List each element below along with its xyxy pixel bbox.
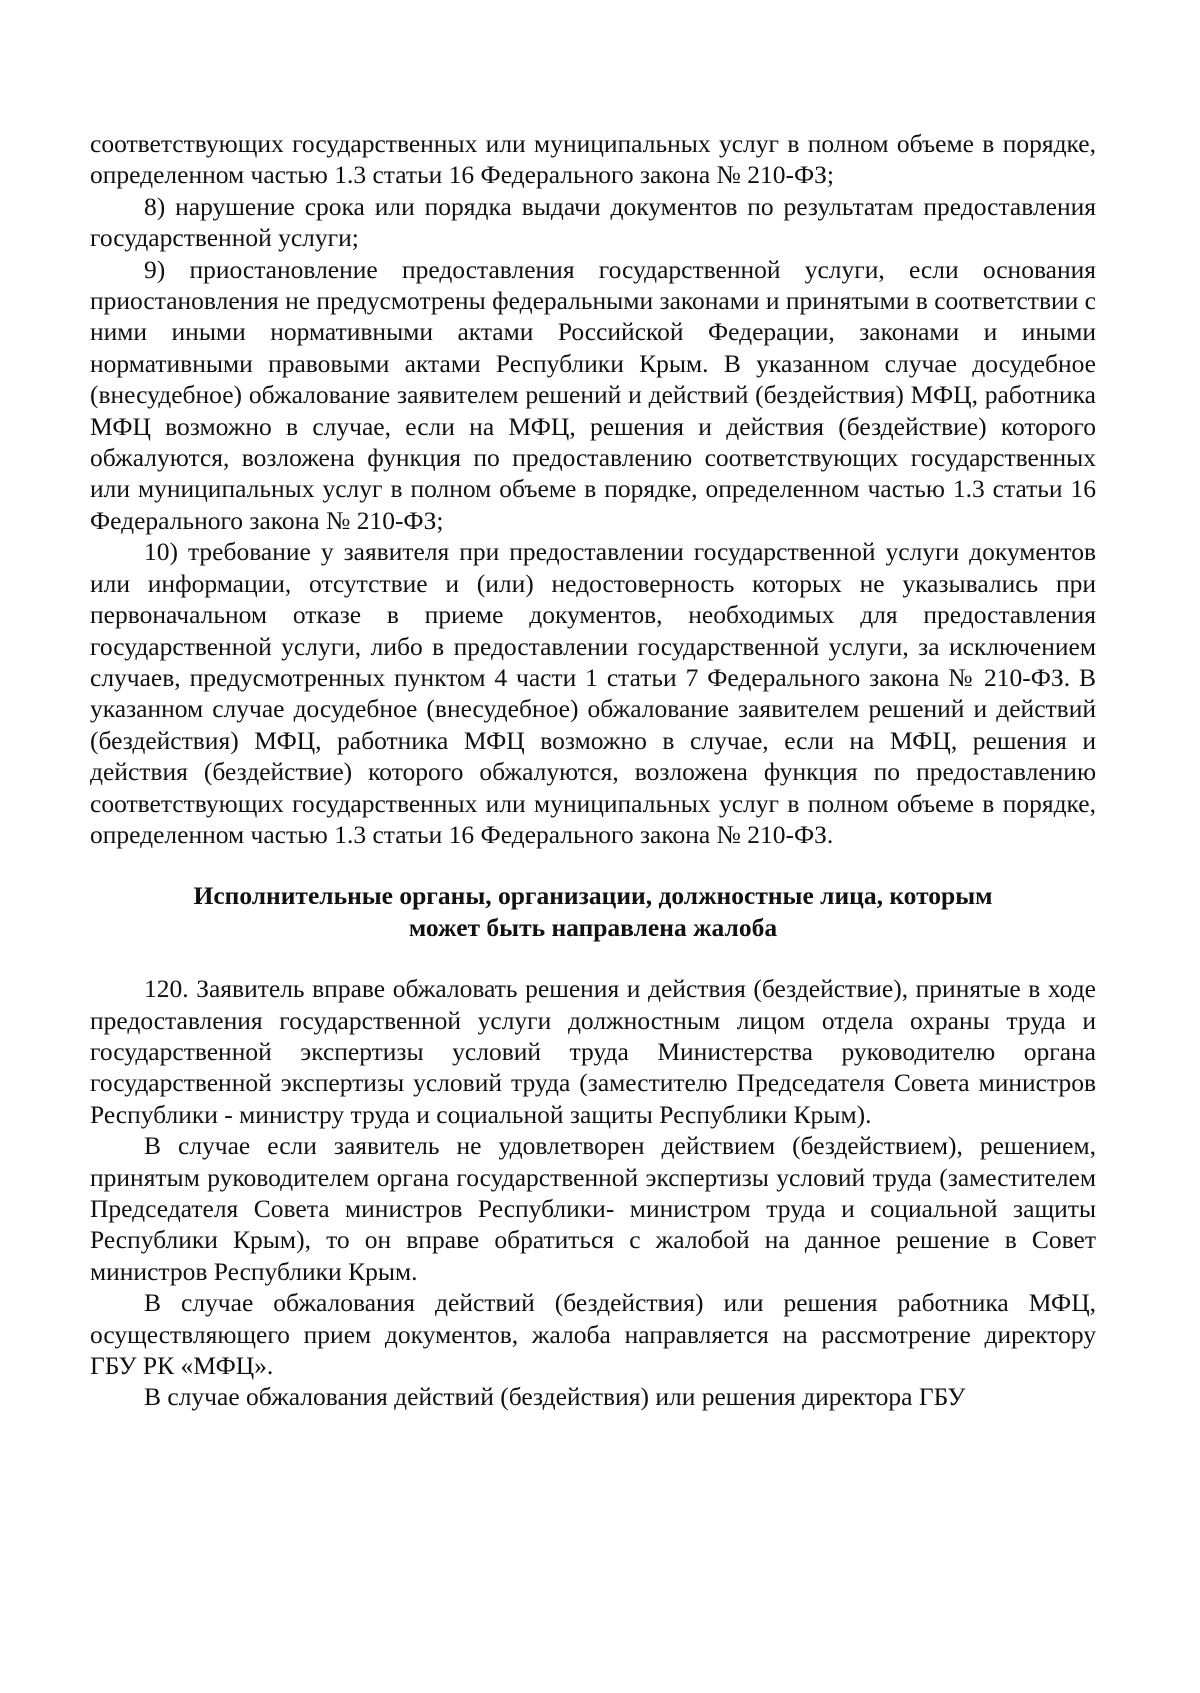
section-heading [90,880,1096,943]
paragraph-mfc-worker: В случае обжалования действий (бездействия) или решения работника МФЦ, осуществляющего прием документов, жалоба направляется на рассмотрение директору ГБУ РК «МФЦ». [90,1288,1096,1381]
document-page [90,128,1096,1413]
section-heading-line-1: Исполнительные органы, организации, должностные лица, которым [193,881,993,911]
list-item-9: 9) приостановление предоставления государственной услуги, если основания приостановления не предусмотрены федеральными законами и принятыми в соответствии с ними иными нормативными актами Российской Федерации, законами и иными нормативными правовыми актами Республики Крым. В указанном случае досудебное (внесудебное) обжалование заявителем решений и действий (бездействия) МФЦ, работника МФЦ возможно в случае, если на МФЦ, решения и действия (бездействие) которого обжалуются, возложена функция по предоставлению соответствующих государственных или муниципальных услуг в полном объеме в порядке, определенном частью 1.3 статьи 16 Федерального закона № 210-ФЗ; [90,254,1096,535]
paragraph-mfc-director: В случае обжалования действий (бездействия) или решения директора ГБУ [144,1382,966,1412]
list-item-10: 10) требование у заявителя при предоставлении государственной услуги документов или информации, отсутствие и (или) недостоверность которых не указывались при первоначальном отказе в приеме документов, необходимых для предоставления государственной услуги, либо в предоставлении государственной услуги, за исключением случаев, предусмотренных пунктом 4 части 1 статьи 7 Федерального закона № 210-ФЗ. В указанном случае досудебное (внесудебное) обжалование заявителем решений и действий (бездействия) МФЦ, работника МФЦ возможно в случае, если на МФЦ, решения и действия (бездействие) которого обжалуются, возложена функция по предоставлению соответствующих государственных или муниципальных услуг в полном объеме в порядке, определенном частью 1.3 статьи 16 Федерального закона № 210-ФЗ. [90,537,1096,849]
continuation-paragraph: соответствующих государственных или муниципальных услуг в полном объеме в порядке, определенном частью 1.3 статьи 16 Федерального закона № 210-ФЗ; [90,129,1096,190]
section-heading-line-2: может быть направлена жалоба [408,912,778,942]
list-item-8: 8) нарушение срока или порядка выдачи документов по результатам предоставления государственной услуги; [90,191,1096,253]
paragraph-120: 120. Заявитель вправе обжаловать решения и действия (бездействие), принятые в ходе предоставления государственной услуги должностным лицом отдела охраны труда и государственной экспертизы условий труда Министерства руководителю органа государственной экспертизы условий труда (заместителю Председателя Совета министров Республики - министру труда и социальной защиты Республики Крым). [90,974,1096,1129]
paragraph-appeal-to-council: В случае если заявитель не удовлетворен действием (бездействием), решением, принятым руководителем органа государственной экспертизы условий труда (заместителем Председателя Совета министров Республики- министром труда и социальной защиты Республики Крым), то он вправе обратиться с жалобой на данное решение в Совет министров Республики Крым. [90,1131,1096,1286]
